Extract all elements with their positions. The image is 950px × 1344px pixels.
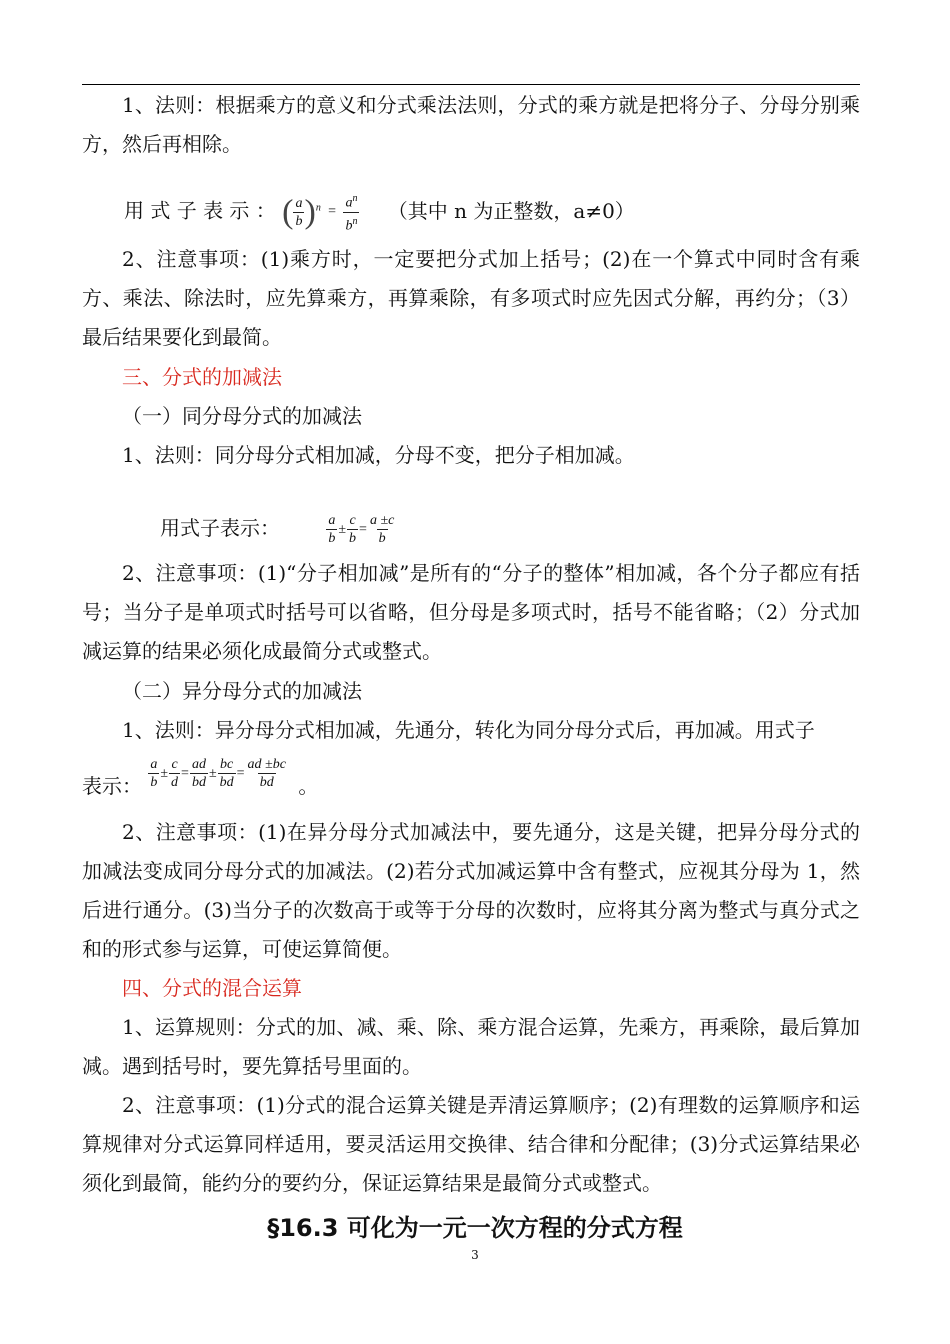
sub1-rule: 1、法则：同分母分式相加减，分母不变，把分子相加减。 (122, 443, 635, 467)
sub2-formula-line (82, 756, 318, 799)
power-formula-label: 用 式 子 表 示 ： (124, 198, 276, 223)
header-rule (82, 84, 860, 85)
section3-heading: 三、分式的加减法 (122, 365, 282, 389)
page-number: 3 (471, 1248, 479, 1262)
sub2-rule: 1、法则：异分母分式相加减，先通分，转化为同分母分式后，再加减。用式子 (122, 718, 815, 742)
sub2-formula: $\frac{a}{b}$ ± $\frac{c}{d}$ = $\frac{ad}{bd}$ ± $\frac{bc}{bd}$ = $\frac{ad \pm bc}{bd}$ (150, 757, 286, 790)
power-formula-note: （其中 n 为正整数，a≠0） (387, 198, 635, 223)
sub1-notes: 2、注意事项：(1)“分子相加减”是所有的“分子的整体”相加减，各个分子都应有括号；当分子是单项式时括号可以省略，但分母是多项式时，括号不能省略；（2）分式加减运算的结果必须化成最简分式或整式。 (82, 561, 860, 663)
power-formula: ( $\frac{a}{b}$ )$^n$ = $\frac{a^n}{b^n}$ (282, 193, 358, 234)
sub2-formula-label: 表示： (82, 774, 142, 798)
sub2-heading: （二）异分母分式的加减法 (122, 679, 362, 703)
sub1-formula: $\frac{a}{b}$ ± $\frac{c}{b}$ = $\frac{a \pm c}{b}$ (328, 513, 395, 546)
sub2-notes: 2、注意事项：(1)在异分母分式加减法中，要先通分，这是关键，把异分母分式的加减法变成同分母分式的加减法。(2)若分式加减运算中含有整式，应视其分母为 1，然后进行通分。(3)当分子的次数高于或等于分母的次数时，应将其分离为整式与真分式之和的形式参与运算，可使运算简便。 (82, 820, 860, 961)
chapter-title: §16.3 可化为一元一次方程的分式方程 (267, 1214, 683, 1242)
power-formula-line (124, 190, 635, 234)
sub1-formula-label: 用式子表示： (160, 516, 280, 540)
sub2-formula-end: 。 (298, 774, 319, 798)
section4-rule: 1、运算规则：分式的加、减、乘、除、乘方混合运算，先乘方，再乘除，最后算加减。遇到括号时，要先算括号里面的。 (82, 1015, 860, 1078)
power-rule: 1、法则：根据乘方的意义和分式乘法法则，分式的乘方就是把将分子、分母分别乘方，然后再相除。 (82, 93, 860, 156)
power-notes: 2、注意事项：(1)乘方时，一定要把分式加上括号；(2)在一个算式中同时含有乘方、乘法、除法时，应先算乘方，再算乘除，有多项式时应先因式分解，再约分；（3）最后结果要化到最简。 (82, 247, 860, 349)
sub1-formula-line (160, 512, 396, 547)
sub1-heading: （一）同分母分式的加减法 (122, 404, 362, 428)
section4-notes: 2、注意事项：(1)分式的混合运算关键是弄清运算顺序；(2)有理数的运算顺序和运算规律对分式运算同样适用，要灵活运用交换律、结合律和分配律；(3)分式运算结果必须化到最简，能约分的要约分，保证运算结果是最简分式或整式。 (82, 1093, 860, 1195)
section4-heading: 四、分式的混合运算 (122, 976, 302, 1000)
